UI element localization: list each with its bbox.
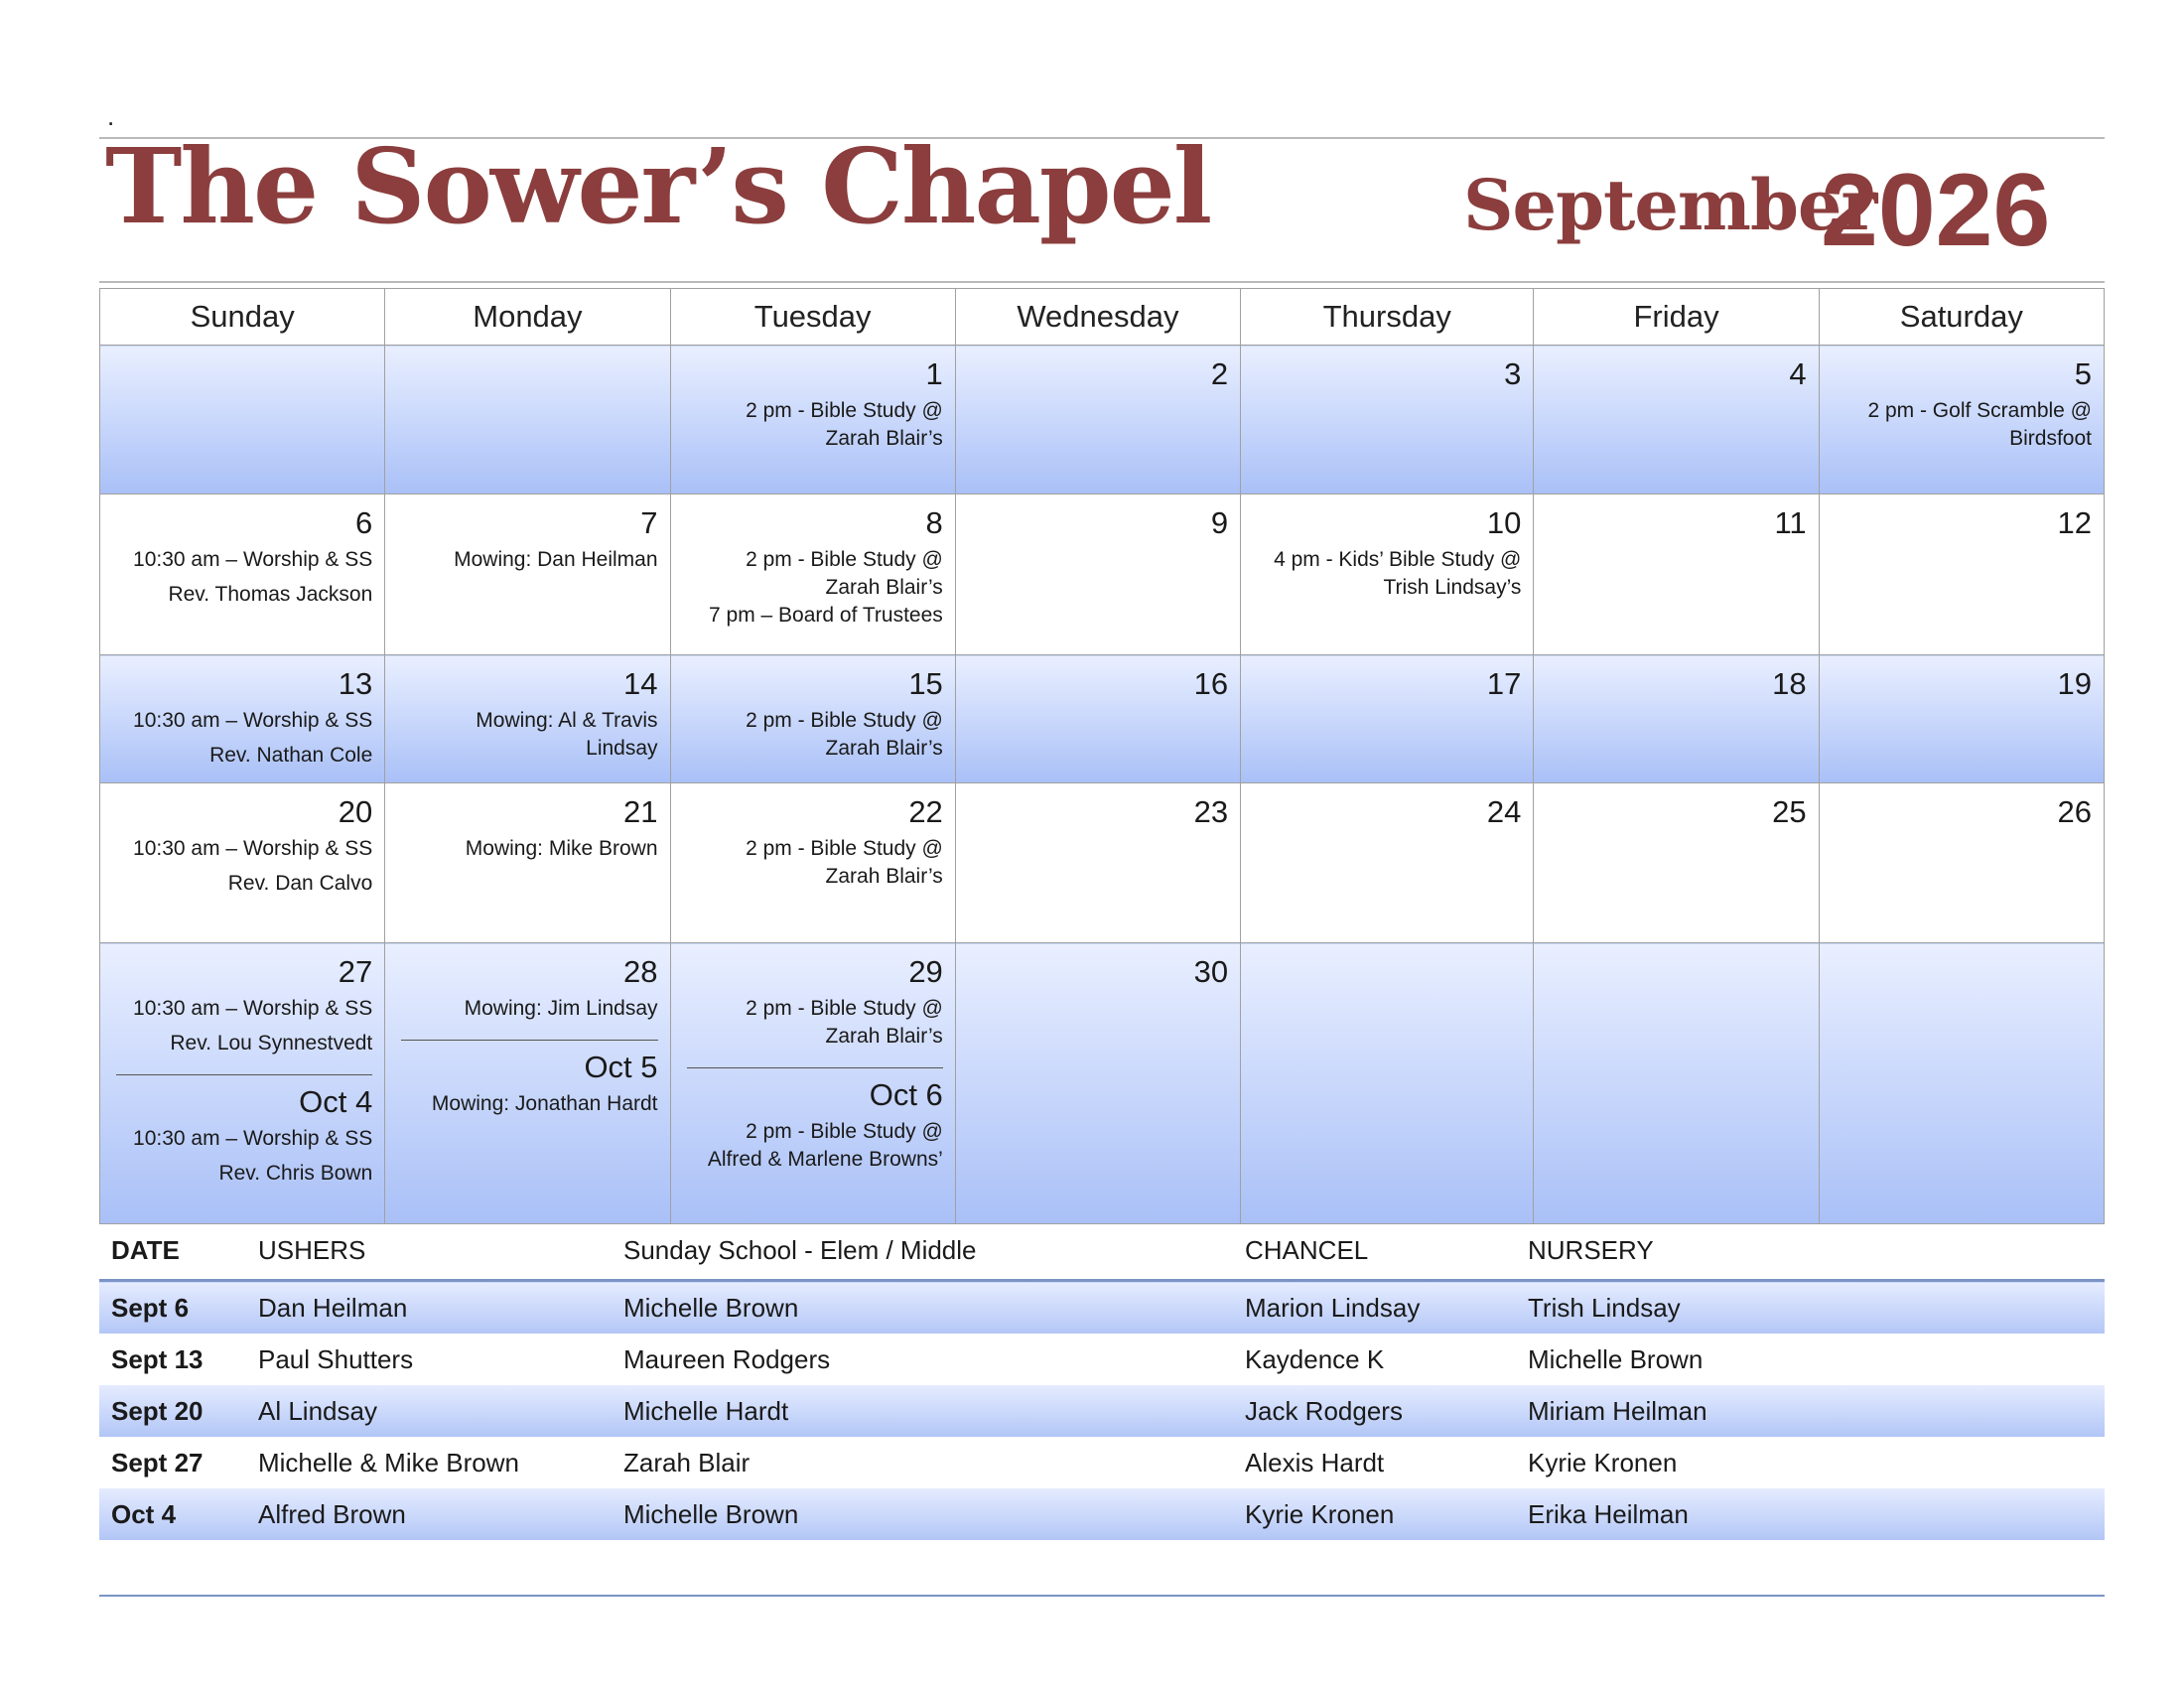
calendar-day-cell [1819, 783, 2104, 943]
event-line: Mowing: Mike Brown [465, 837, 658, 861]
day-events [671, 989, 955, 1051]
calendar-day-cell [955, 943, 1240, 1224]
weekday-header: Thursday [1241, 289, 1534, 346]
calendar-day-cell [1534, 783, 1819, 943]
calendar-grid [99, 288, 2105, 1224]
weekday-header: Sunday [100, 289, 385, 346]
duty-header-ushers: USHERS [258, 1234, 366, 1265]
weekday-header: Friday [1534, 289, 1819, 346]
calendar-day-cell [385, 655, 670, 783]
day-events [385, 540, 669, 574]
weekday-header-row [100, 289, 2105, 346]
duty-ushers: Al Lindsay [246, 1385, 612, 1437]
day-number [1534, 943, 1818, 955]
next-month-day-number: Oct 6 [869, 1077, 943, 1113]
duty-date: Sept 6 [99, 1281, 246, 1335]
event-line: 10:30 am – Worship & SS [133, 548, 373, 572]
day-number: 19 [2057, 666, 2092, 701]
weekday-header: Tuesday [670, 289, 955, 346]
day-number: 21 [623, 794, 658, 829]
weekday-header: Monday [385, 289, 670, 346]
day-number: 3 [1504, 356, 1522, 391]
day-number: 30 [1193, 954, 1229, 989]
day-events [1820, 391, 2104, 453]
event-line: Rev. Chris Bown [218, 1162, 373, 1186]
duty-ushers: Paul Shutters [258, 1343, 414, 1374]
next-month-day-number: Oct 5 [584, 1050, 658, 1085]
calendar-day-cell [1819, 346, 2104, 494]
event-line: 4 pm - Kids’ Bible Study @ [1274, 548, 1522, 572]
event-line: Zarah Blair’s [825, 865, 943, 889]
weekday-header: Wednesday [955, 289, 1240, 346]
calendar-day-cell [955, 346, 1240, 494]
event-line: Mowing: Al & Travis [476, 709, 658, 733]
calendar-day-cell [1534, 943, 1819, 1224]
day-number: 11 [1774, 505, 1807, 540]
calendar-day-cell [670, 494, 955, 655]
duty-roster-row [99, 1385, 2105, 1437]
event-line: Trish Lindsay’s [1383, 576, 1522, 600]
day-number: 29 [908, 954, 943, 989]
duty-ushers: Michelle & Mike Brown [258, 1447, 519, 1477]
event-line: 10:30 am – Worship & SS [133, 997, 373, 1021]
event-line: 2 pm - Bible Study @ [746, 709, 943, 733]
calendar-day-cell [1241, 494, 1534, 655]
duty-nursery: Trish Lindsay [1516, 1281, 2105, 1335]
calendar-day-cell [1241, 655, 1534, 783]
day-events [100, 701, 384, 770]
duty-date: Oct 4 [99, 1488, 246, 1540]
event-line: 7 pm – Board of Trustees [709, 604, 943, 628]
event-line: 2 pm - Bible Study @ [746, 548, 943, 572]
duty-date: Sept 13 [111, 1343, 204, 1374]
event-line: 2 pm - Bible Study @ [746, 837, 943, 861]
day-number: 18 [1772, 666, 1807, 701]
calendar-day-cell [1241, 346, 1534, 494]
calendar-day-cell [1534, 494, 1819, 655]
calendar-week-row [100, 655, 2105, 783]
calendar-day-cell [385, 494, 670, 655]
day-number: 25 [1772, 794, 1807, 829]
duty-sunday-school: Maureen Rodgers [623, 1343, 831, 1374]
day-events [385, 701, 669, 763]
event-line: 2 pm - Bible Study @ [746, 1120, 943, 1144]
day-number: 8 [925, 505, 943, 540]
day-number: 7 [640, 505, 658, 540]
calendar-week-row [100, 494, 2105, 655]
duty-chancel: Marion Lindsay [1233, 1281, 1516, 1335]
day-number: 4 [1789, 356, 1807, 391]
duty-header-nursery: NURSERY [1528, 1234, 1654, 1265]
title-rule [99, 281, 2105, 283]
calendar-day-cell [955, 494, 1240, 655]
calendar-day-cell [955, 783, 1240, 943]
duty-date: Sept 20 [99, 1385, 246, 1437]
calendar-day-cell [670, 783, 955, 943]
calendar-day-cell [100, 943, 385, 1224]
calendar-week-row [100, 346, 2105, 494]
event-line: 10:30 am – Worship & SS [133, 1127, 373, 1151]
day-events [385, 829, 669, 863]
calendar-day-cell [1819, 943, 2104, 1224]
day-events [671, 701, 955, 763]
calendar-day-cell [1819, 494, 2104, 655]
duty-roster-row [99, 1334, 2105, 1385]
day-events [100, 540, 384, 609]
day-number: 2 [1210, 356, 1229, 391]
duty-roster-header-row [99, 1221, 2105, 1281]
duty-ushers: Dan Heilman [246, 1281, 612, 1335]
day-number: 15 [908, 666, 943, 701]
calendar-day-cell [385, 943, 670, 1224]
event-line: 10:30 am – Worship & SS [133, 709, 373, 733]
day-number: 14 [623, 666, 658, 701]
calendar-day-cell [1534, 655, 1819, 783]
day-number: 12 [2057, 505, 2092, 540]
day-number: 1 [925, 356, 943, 391]
event-line: Zarah Blair’s [825, 737, 943, 761]
calendar-day-cell [100, 494, 385, 655]
event-line: Zarah Blair’s [825, 427, 943, 451]
event-line: Lindsay [586, 737, 658, 761]
event-line: Rev. Thomas Jackson [168, 583, 373, 607]
day-number: 10 [1486, 505, 1522, 540]
page-title: The Sower’s Chapel [105, 125, 1211, 247]
duty-chancel: Jack Rodgers [1233, 1385, 1516, 1437]
duty-roster-row [99, 1281, 2105, 1335]
duty-nursery: Miriam Heilman [1516, 1385, 2105, 1437]
day-number: 9 [1210, 505, 1229, 540]
next-month-day-number: Oct 4 [299, 1084, 373, 1120]
event-line: Mowing: Jonathan Hardt [431, 1092, 658, 1116]
duty-chancel: Kyrie Kronen [1233, 1488, 1516, 1540]
calendar-day-cell [1241, 943, 1534, 1224]
event-line: Birdsfoot [2009, 427, 2092, 451]
duty-header-chancel: CHANCEL [1245, 1234, 1369, 1265]
event-line: Mowing: Dan Heilman [454, 548, 658, 572]
event-line: Mowing: Jim Lindsay [464, 997, 658, 1021]
duty-nursery: Erika Heilman [1516, 1488, 2105, 1540]
day-events [100, 989, 384, 1057]
duty-roster-row [99, 1488, 2105, 1540]
day-number: 13 [338, 666, 373, 701]
duty-roster-row [99, 1437, 2105, 1488]
calendar-day-cell [100, 346, 385, 494]
day-number: 23 [1193, 794, 1229, 829]
duty-ushers: Alfred Brown [246, 1488, 612, 1540]
duty-chancel: Alexis Hardt [1245, 1447, 1385, 1477]
duty-nursery: Michelle Brown [1528, 1343, 1704, 1374]
day-number: 26 [2057, 794, 2092, 829]
calendar-day-cell [670, 655, 955, 783]
next-month-day-events [671, 1112, 955, 1174]
day-number [385, 346, 669, 357]
day-events [671, 391, 955, 453]
duty-sunday-school: Michelle Brown [612, 1281, 1233, 1335]
duty-nursery: Kyrie Kronen [1528, 1447, 1678, 1477]
day-events [385, 989, 669, 1023]
calendar-day-cell [100, 783, 385, 943]
event-line: 2 pm - Bible Study @ [746, 997, 943, 1021]
day-number: 5 [2074, 356, 2092, 391]
year-label: 2026 [1821, 153, 2051, 268]
event-line: Rev. Lou Synnestvedt [170, 1032, 373, 1055]
next-month-day-events [100, 1119, 384, 1188]
calendar-day-cell [1534, 346, 1819, 494]
day-number: 27 [338, 954, 373, 989]
duty-sunday-school: Michelle Hardt [612, 1385, 1233, 1437]
event-line: Zarah Blair’s [825, 1025, 943, 1049]
day-events [671, 829, 955, 891]
calendar-day-cell [100, 655, 385, 783]
event-line: Alfred & Marlene Browns’ [707, 1148, 943, 1172]
calendar-week-row [100, 783, 2105, 943]
calendar-day-cell [955, 655, 1240, 783]
event-line: Zarah Blair’s [825, 576, 943, 600]
calendar-day-cell [670, 346, 955, 494]
header-dot: . [107, 101, 115, 131]
event-line: 2 pm - Golf Scramble @ [1867, 399, 2092, 423]
calendar-day-cell [385, 783, 670, 943]
next-month-day-events [385, 1084, 669, 1118]
day-number [1820, 943, 2104, 955]
calendar-day-cell [1819, 655, 2104, 783]
calendar-day-cell [385, 346, 670, 494]
day-number: 28 [623, 954, 658, 989]
day-number [1241, 943, 1533, 955]
calendar-week-row [100, 943, 2105, 1224]
day-number: 6 [355, 505, 373, 540]
duty-sunday-school: Zarah Blair [623, 1447, 751, 1477]
day-number: 24 [1486, 794, 1522, 829]
weekday-header: Saturday [1819, 289, 2104, 346]
day-number: 17 [1486, 666, 1522, 701]
day-events [671, 540, 955, 630]
month-label: September [1463, 164, 1877, 246]
event-line: Rev. Nathan Cole [209, 744, 373, 768]
duty-chancel: Kaydence K [1245, 1343, 1385, 1374]
day-number: 20 [338, 794, 373, 829]
duty-roster-table [99, 1221, 2105, 1540]
day-number: 16 [1193, 666, 1229, 701]
day-number [100, 346, 384, 357]
duty-date: Sept 27 [111, 1447, 204, 1477]
duty-sunday-school: Michelle Brown [612, 1488, 1233, 1540]
day-events [100, 829, 384, 898]
event-line: Rev. Dan Calvo [227, 872, 373, 896]
duty-header-sunday-school: Sunday School - Elem / Middle [623, 1234, 977, 1265]
duty-header-date: DATE [111, 1234, 180, 1265]
event-line: 2 pm - Bible Study @ [746, 399, 943, 423]
event-line: 10:30 am – Worship & SS [133, 837, 373, 861]
calendar-day-cell [670, 943, 955, 1224]
day-number: 22 [908, 794, 943, 829]
calendar-day-cell [1241, 783, 1534, 943]
day-events [1241, 540, 1533, 602]
footer-rule [99, 1595, 2105, 1597]
